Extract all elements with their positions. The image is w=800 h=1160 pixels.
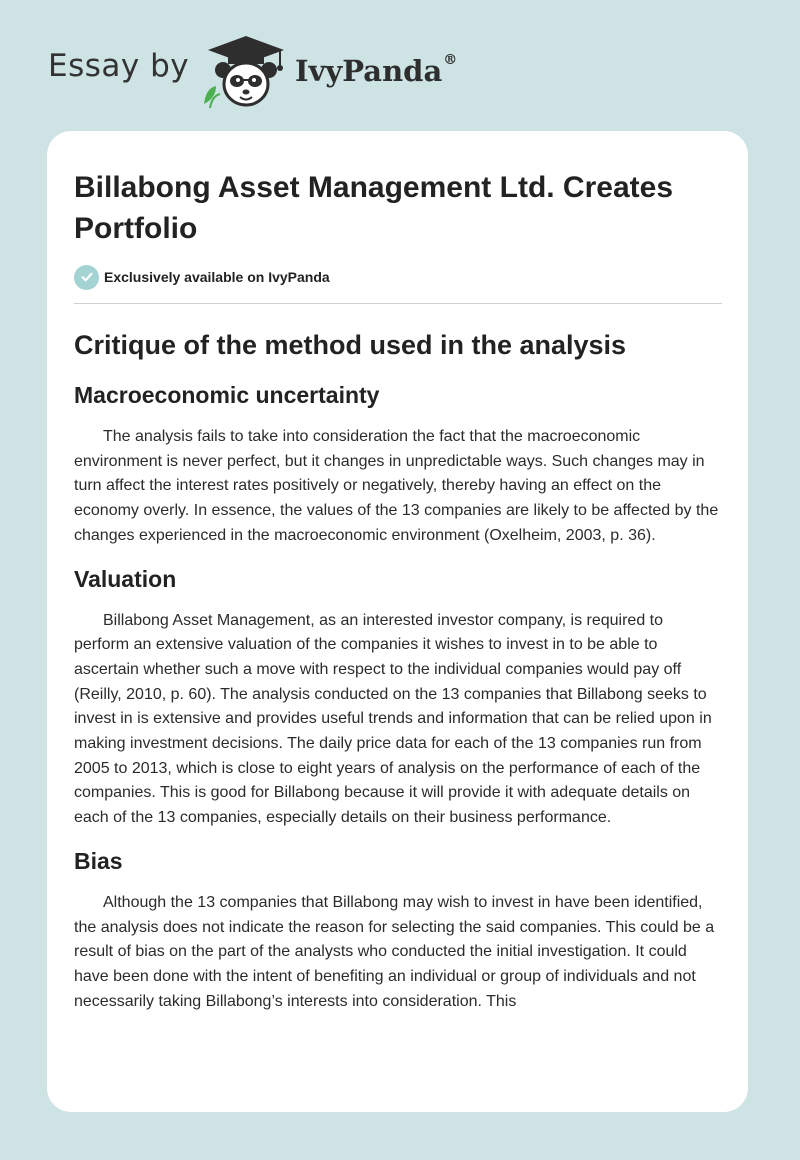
exclusive-badge bbox=[74, 264, 330, 290]
subsection-heading-macroeconomic: Macroeconomic uncertainty bbox=[74, 382, 380, 408]
section-heading: Critique of the method used in the analysis bbox=[74, 330, 627, 360]
paragraph-bias: Although the 13 companies that Billabong may wish to invest in have been identified, the analysis does not indicate the reason for selecting the said companies. This could be a result of bias on the part of the analysts who conducted the initial investigation. It could have been done with the intent of benefiting an individual or group of individuals and not necessarily taking Billabong’s interests into consideration. This bbox=[74, 893, 715, 1010]
registered-mark: ® bbox=[443, 52, 458, 68]
page-title: Billabong Asset Management Ltd. Creates Portfolio bbox=[74, 171, 674, 245]
site-header bbox=[48, 34, 508, 108]
paragraph-valuation: Billabong Asset Management, as an interested investor company, is required to perform an extensive valuation of the companies it wishes to invest in to be able to ascertain whether such a move with respect to the individual companies would pay off (Reilly, 2010, p. 60). The analysis conducted on the 13 companies that Billabong seeks to invest in is extensive and provides useful trends and information that can be relied upon in making investment decisions. The daily price data for each of the 13 companies run from 2005 to 2013, which is close to eight years of analysis on the performance of each of the companies. This is good for Billabong because it will provide it with adequate details on each of the 13 companies, especially details on their business performance. bbox=[74, 611, 712, 827]
check-circle-icon bbox=[74, 265, 99, 290]
exclusive-badge-text: Exclusively available on IvyPanda bbox=[104, 269, 330, 285]
brand-name[interactable] bbox=[295, 54, 457, 88]
essay-card bbox=[47, 131, 748, 1112]
essay-by-label: Essay by bbox=[48, 48, 190, 84]
subsection-heading-valuation: Valuation bbox=[74, 565, 177, 592]
title-divider bbox=[74, 303, 722, 304]
panda-graduate-logo-icon[interactable] bbox=[200, 34, 292, 110]
paragraph-macroeconomic: The analysis fails to take into consideration the fact that the macroeconomic environment is never perfect, but it changes in unpredictable ways. Such changes may in turn affect the interest rates positively or negatively, thereby having an effect on the economy overly. In essence, the values of the 13 companies are likely to be affected by the changes experienced in the macroeconomic environment (Oxelheim, 2003, p. 36). bbox=[74, 428, 719, 544]
essay-content bbox=[74, 325, 722, 1014]
brand-text: IvyPanda bbox=[295, 54, 443, 88]
subsection-heading-bias: Bias bbox=[74, 847, 123, 874]
